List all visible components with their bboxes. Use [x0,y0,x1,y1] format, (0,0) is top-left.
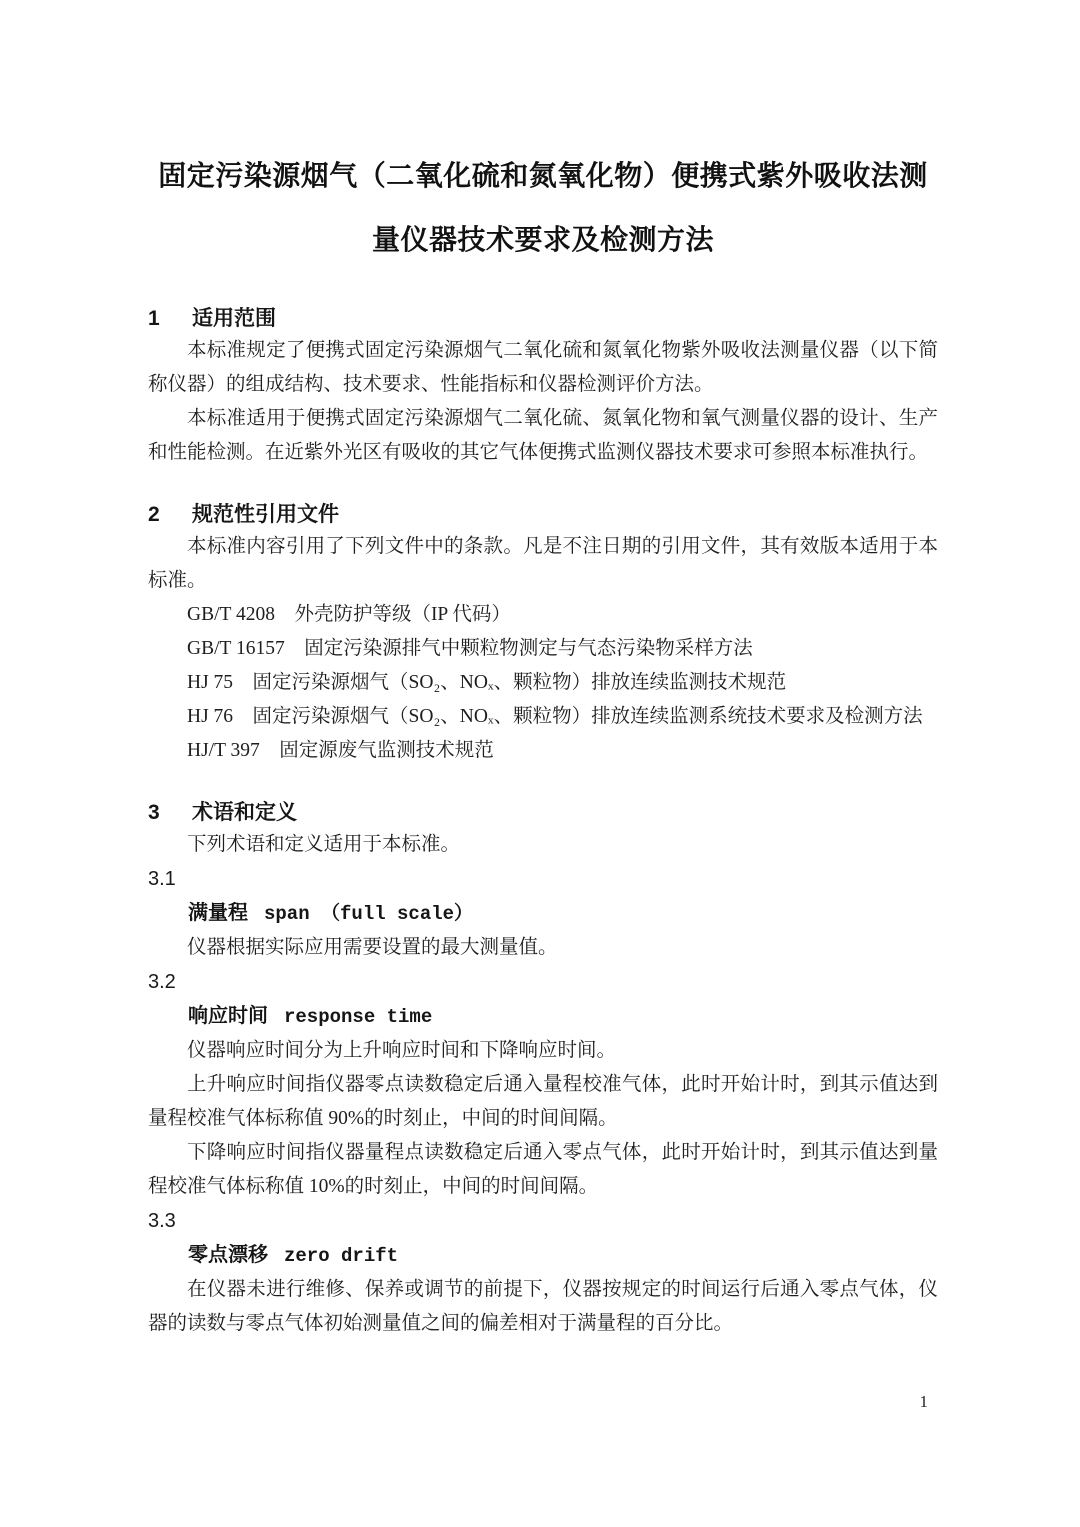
term-3-3-english: zero drift [284,1245,399,1267]
term-3-1-heading [148,896,938,931]
term-3-2-number: 3.2 [148,971,176,993]
term-3-3-number: 3.3 [148,1210,176,1232]
reference-item: GB/T 16157 固定污染源排气中颗粒物测定与气态污染物采样方法 [187,638,753,659]
term-3-3-definition: 在仪器未进行维修、保养或调节的前提下，仪器按规定的时间运行后通入零点气体，仪器的读数与零点气体初始测量值之间的偏差相对于满量程的百分比。 [148,1279,938,1334]
term-3-2-chinese: 响应时间 [188,1005,268,1027]
term-3-2-heading [148,999,938,1034]
section-1-number: 1 [148,307,160,330]
term-3-2-paragraph-1: 仪器响应时间分为上升响应时间和下降响应时间。 [187,1040,617,1061]
section-1-heading [148,304,938,334]
section-2-heading [148,500,938,530]
term-3-3-chinese: 零点漂移 [188,1244,268,1266]
section-1-paragraph-2: 本标准适用于便携式固定污染源烟气二氧化硫、氮氧化物和氧气测量仪器的设计、生产和性能检测。在近紫外光区有吸收的其它气体便携式监测仪器技术要求可参照本标准执行。 [148,408,938,463]
reference-item: HJ 76 固定污染源烟气（SO₂、NOₓ、颗粒物）排放连续监测系统技术要求及检测方法 [187,706,923,727]
term-3-1-english: span （full scale） [264,903,474,925]
term-3-2-paragraph-2: 上升响应时间指仪器零点读数稳定后通入量程校准气体，此时开始计时，到其示值达到量程校准气体标称值 90%的时刻止，中间的时间间隔。 [148,1074,938,1129]
term-3-3-heading [148,1238,938,1273]
section-2-number: 2 [148,503,160,526]
document-content [148,0,938,1341]
reference-item: GB/T 4208 外壳防护等级（IP 代码） [187,604,511,625]
section-3-number: 3 [148,801,160,824]
section-3-heading [148,798,938,828]
term-3-2-paragraph-3: 下降响应时间指仪器量程点读数稳定后通入零点气体，此时开始计时，到其示值达到量程校准气体标称值 10%的时刻止，中间的时间间隔。 [148,1142,938,1197]
section-2-paragraph-1: 本标准内容引用了下列文件中的条款。凡是不注日期的引用文件，其有效版本适用于本标准。 [148,536,938,591]
document-title [148,0,938,272]
reference-item: HJ 75 固定污染源烟气（SO₂、NOₓ、颗粒物）排放连续监测技术规范 [187,672,787,693]
document-title-line2: 量仪器技术要求及检测方法 [371,224,714,255]
section-2-title: 规范性引用文件 [192,503,339,526]
term-3-1-chinese: 满量程 [188,902,248,924]
section-3-title: 术语和定义 [192,801,297,824]
section-3-intro: 下列术语和定义适用于本标准。 [187,834,461,855]
term-3-2-english: response time [284,1006,433,1028]
normative-references-list [148,598,938,768]
document-title-line1: 固定污染源烟气（二氧化硫和氮氧化物）便携式紫外吸收法测 [158,160,928,191]
page-number: 1 [919,1392,928,1411]
section-1-title: 适用范围 [192,307,276,330]
reference-item: HJ/T 397 固定源废气监测技术规范 [187,740,494,761]
term-3-1-definition: 仪器根据实际应用需要设置的最大测量值。 [187,937,558,958]
section-1-paragraph-1: 本标准规定了便携式固定污染源烟气二氧化硫和氮氧化物紫外吸收法测量仪器（以下简称仪器）的组成结构、技术要求、性能指标和仪器检测评价方法。 [148,340,938,395]
term-3-1-number: 3.1 [148,868,176,890]
